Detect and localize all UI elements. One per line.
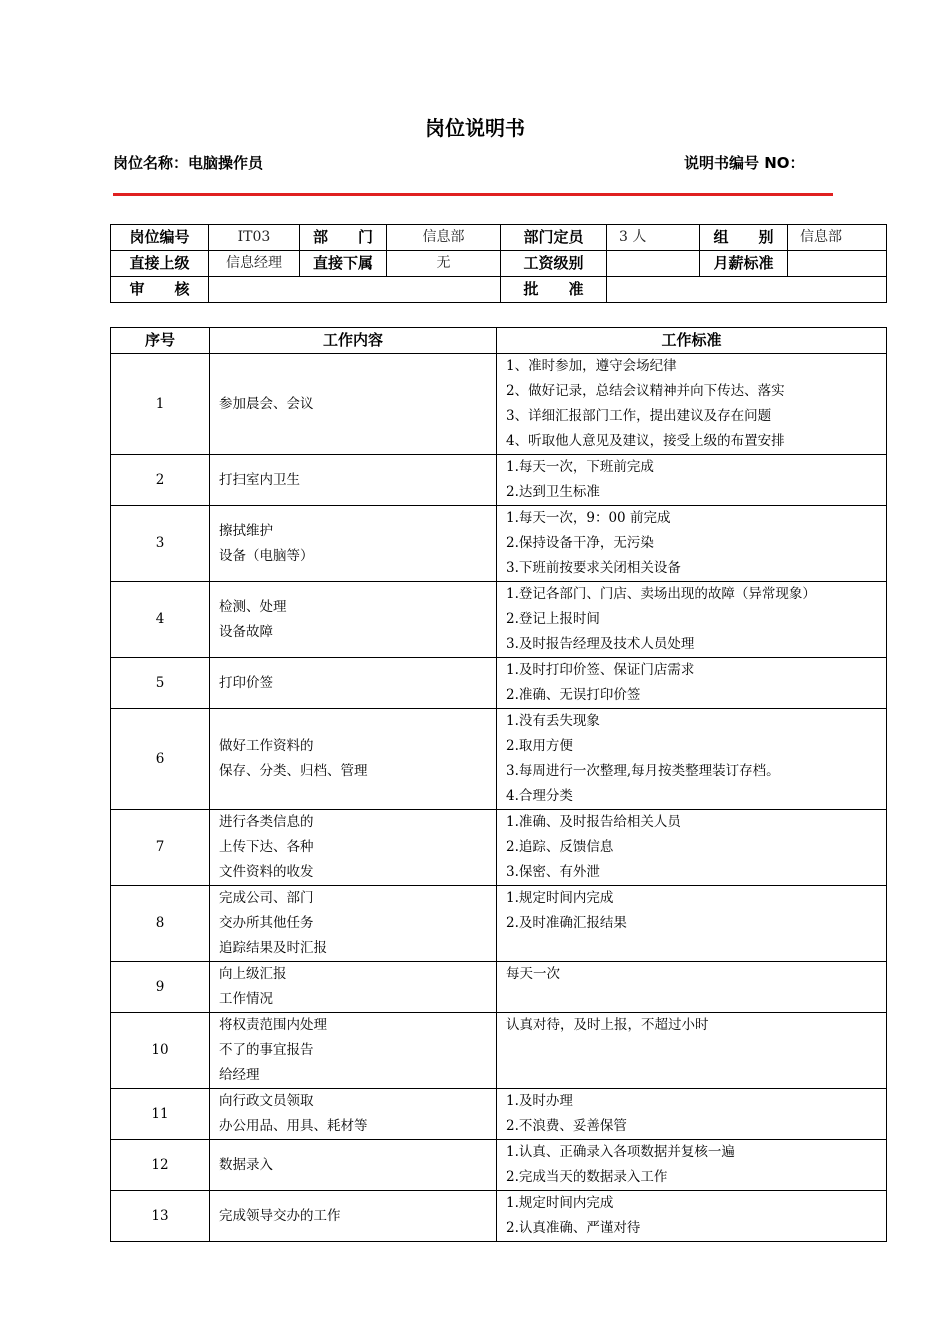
row-number: 13 xyxy=(111,1191,210,1242)
dept-label: 部 门 xyxy=(300,225,387,251)
content-line: 给经理 xyxy=(219,1067,260,1083)
table-row xyxy=(111,506,887,582)
content-line: 交办所其他任务 xyxy=(219,915,314,931)
header-no: 序号 xyxy=(111,328,210,354)
row-number: 5 xyxy=(111,658,210,709)
row-number: 12 xyxy=(111,1140,210,1191)
table-row xyxy=(111,354,887,455)
superior-value: 信息经理 xyxy=(209,251,300,277)
content-line: 设备（电脑等） xyxy=(219,547,314,564)
standard-line: 4.合理分类 xyxy=(506,788,573,804)
row-content xyxy=(210,1140,497,1191)
approve-value xyxy=(607,277,887,303)
doc-number: 说明书编号 NO： xyxy=(684,154,805,172)
standard-line: 2.达到卫生标准 xyxy=(506,484,600,500)
table-row xyxy=(111,886,887,962)
table-row xyxy=(111,1191,887,1242)
standard-line: 4、听取他人意见及建议，接受上级的布置安排 xyxy=(506,433,785,449)
standard-line: 2.保持设备干净，无污染 xyxy=(506,535,654,551)
row-content xyxy=(210,962,497,1013)
post-no-value: IT03 xyxy=(209,225,300,251)
header-standard: 工作标准 xyxy=(497,328,887,354)
standard-line: 1.没有丢失现象 xyxy=(506,713,600,729)
standard-line: 1.认真、正确录入各项数据并复核一遍 xyxy=(506,1144,735,1160)
row-standard xyxy=(497,709,887,810)
standard-line: 2.认真准确、严谨对待 xyxy=(506,1220,641,1236)
header-content: 工作内容 xyxy=(210,328,497,354)
group-label: 组 别 xyxy=(700,225,788,251)
wage-value xyxy=(607,251,700,277)
content-line: 向行政文员领取 xyxy=(219,1093,314,1109)
row-number: 1 xyxy=(111,354,210,455)
table-row xyxy=(111,1013,887,1089)
row-standard xyxy=(497,810,887,886)
standard-line: 1.每天一次，9：00 前完成 xyxy=(506,510,671,526)
content-line: 做好工作资料的 xyxy=(219,738,314,754)
standard-line: 1.登记各部门、门店、卖场出现的故障（异常现象） xyxy=(506,586,816,602)
post-no-label: 岗位编号 xyxy=(111,225,209,251)
standard-line: 1.规定时间内完成 xyxy=(506,1195,614,1211)
standard-line: 1.及时打印价签、保证门店需求 xyxy=(506,662,695,678)
row-content xyxy=(210,1191,497,1242)
row-content xyxy=(210,354,497,455)
row-content xyxy=(210,1089,497,1140)
standard-line: 1.及时办理 xyxy=(506,1093,573,1109)
standard-line: 1.每天一次，下班前完成 xyxy=(506,459,654,475)
post-name: 岗位名称：电脑操作员 xyxy=(113,154,264,172)
row-standard xyxy=(497,1140,887,1191)
standard-line: 1.准确、及时报告给相关人员 xyxy=(506,814,681,830)
info-row-2 xyxy=(111,251,887,277)
standard-line: 3.下班前按要求关闭相关设备 xyxy=(506,560,681,576)
table-row xyxy=(111,455,887,506)
content-line: 办公用品、用具、耗材等 xyxy=(219,1118,368,1134)
content-line: 擦拭维护 xyxy=(219,522,273,539)
table-row xyxy=(111,658,887,709)
post-info-table xyxy=(110,224,887,303)
row-number: 8 xyxy=(111,886,210,962)
content-line: 工作情况 xyxy=(219,991,273,1007)
content-line: 文件资料的收发 xyxy=(219,864,314,880)
standard-line: 3、详细汇报部门工作，提出建议及存在问题 xyxy=(506,408,772,424)
content-line: 完成公司、部门 xyxy=(219,890,314,906)
row-number: 6 xyxy=(111,709,210,810)
row-number: 2 xyxy=(111,455,210,506)
row-content xyxy=(210,709,497,810)
row-number: 4 xyxy=(111,582,210,658)
standard-line: 2.追踪、反馈信息 xyxy=(506,839,614,855)
standard-line: 3.保密、有外泄 xyxy=(506,864,600,880)
headcount-label: 部门定员 xyxy=(501,225,607,251)
standard-line: 2.及时准确汇报结果 xyxy=(506,915,627,931)
row-standard xyxy=(497,1191,887,1242)
row-standard xyxy=(497,506,887,582)
row-standard xyxy=(497,658,887,709)
row-standard xyxy=(497,1013,887,1089)
content-line: 完成领导交办的工作 xyxy=(219,1207,341,1224)
content-line: 检测、处理 xyxy=(219,598,287,615)
content-line: 进行各类信息的 xyxy=(219,814,314,830)
row-number: 7 xyxy=(111,810,210,886)
content-line: 设备故障 xyxy=(219,623,273,640)
row-number: 11 xyxy=(111,1089,210,1140)
table-row xyxy=(111,582,887,658)
standard-line: 认真对待，及时上报，不超过小时 xyxy=(506,1017,709,1033)
row-standard xyxy=(497,886,887,962)
row-content xyxy=(210,582,497,658)
review-label: 审 核 xyxy=(111,277,209,303)
content-line: 将权责范围内处理 xyxy=(219,1017,327,1033)
content-line: 参加晨会、会议 xyxy=(219,395,314,412)
group-value: 信息部 xyxy=(788,225,887,251)
approve-label: 批 准 xyxy=(501,277,607,303)
row-standard xyxy=(497,962,887,1013)
row-number: 3 xyxy=(111,506,210,582)
row-content xyxy=(210,886,497,962)
content-line: 追踪结果及时汇报 xyxy=(219,940,327,956)
superior-label: 直接上级 xyxy=(111,251,209,277)
subordinate-label: 直接下属 xyxy=(300,251,387,277)
content-line: 保存、分类、归档、管理 xyxy=(219,763,368,779)
header-divider xyxy=(113,193,833,196)
content-line: 向上级汇报 xyxy=(219,966,287,982)
table-row xyxy=(111,1089,887,1140)
info-row-1 xyxy=(111,225,887,251)
standard-line: 2.准确、无误打印价签 xyxy=(506,687,641,703)
row-number: 9 xyxy=(111,962,210,1013)
table-row xyxy=(111,709,887,810)
content-line: 上传下达、各种 xyxy=(219,839,314,855)
subordinate-value: 无 xyxy=(387,251,501,277)
table-row xyxy=(111,1140,887,1191)
row-content xyxy=(210,658,497,709)
row-content xyxy=(210,1013,497,1089)
content-line: 数据录入 xyxy=(219,1156,273,1173)
row-content xyxy=(210,455,497,506)
row-number: 10 xyxy=(111,1013,210,1089)
wage-label: 工资级别 xyxy=(501,251,607,277)
row-standard xyxy=(497,455,887,506)
salary-label: 月薪标准 xyxy=(700,251,788,277)
table-row xyxy=(111,810,887,886)
row-standard xyxy=(497,354,887,455)
duties-table xyxy=(110,327,887,1242)
standard-line: 1、准时参加，遵守会场纪律 xyxy=(506,358,677,374)
standard-line: 2、做好记录，总结会议精神并向下传达、落实 xyxy=(506,383,785,399)
info-row-3 xyxy=(111,277,887,303)
row-content xyxy=(210,506,497,582)
page-title: 岗位说明书 xyxy=(425,116,525,140)
standard-line: 2.取用方便 xyxy=(506,738,573,754)
row-content xyxy=(210,810,497,886)
standard-line: 3.及时报告经理及技术人员处理 xyxy=(506,636,695,652)
dept-value: 信息部 xyxy=(387,225,501,251)
standard-line: 1.规定时间内完成 xyxy=(506,890,614,906)
standard-line: 3.每周进行一次整理,每月按类整理装订存档。 xyxy=(506,763,780,779)
content-line: 打印价签 xyxy=(219,674,273,691)
review-value xyxy=(209,277,501,303)
headcount-value: 3 人 xyxy=(607,225,700,251)
row-standard xyxy=(497,1089,887,1140)
table-row xyxy=(111,962,887,1013)
standard-line: 2.完成当天的数据录入工作 xyxy=(506,1169,668,1185)
standard-line: 2.登记上报时间 xyxy=(506,611,600,627)
salary-value xyxy=(788,251,887,277)
row-standard xyxy=(497,582,887,658)
content-line: 打扫室内卫生 xyxy=(219,471,300,488)
standard-line: 2.不浪费、妥善保管 xyxy=(506,1118,627,1134)
standard-line: 每天一次 xyxy=(506,966,560,982)
duties-header-row xyxy=(111,328,887,354)
content-line: 不了的事宜报告 xyxy=(219,1042,314,1058)
